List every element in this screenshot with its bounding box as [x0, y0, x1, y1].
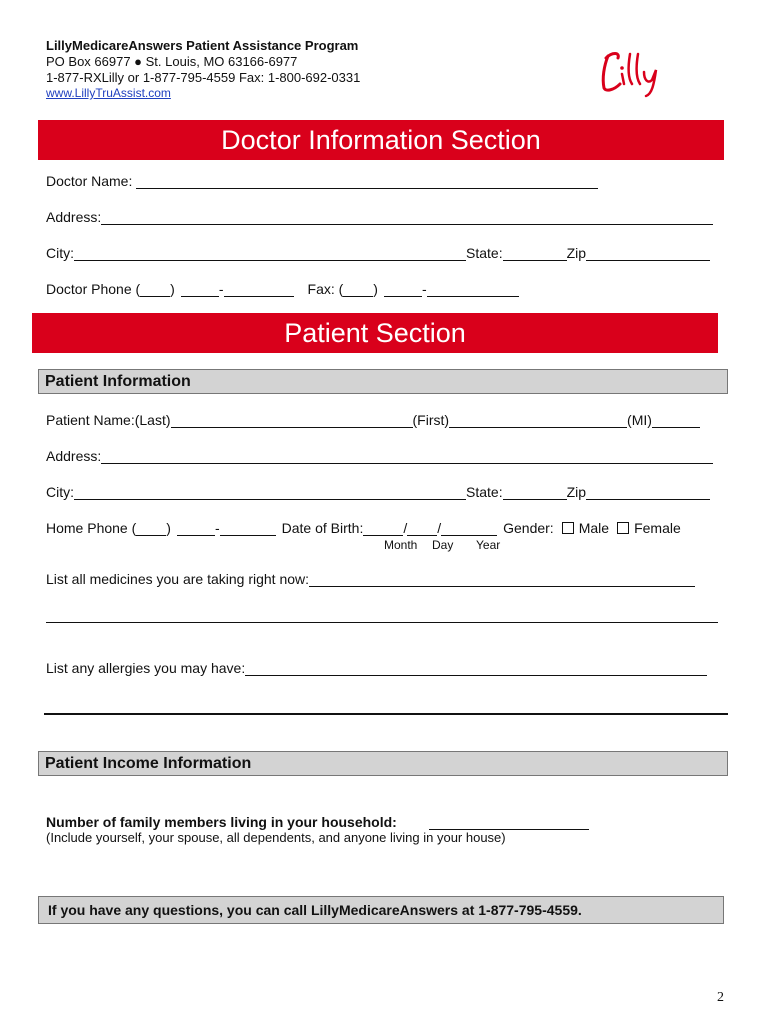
- home-phone-paren: ): [166, 520, 171, 536]
- dob-year-caption: Year: [476, 538, 501, 552]
- contact-phone-fax: 1-877-RXLilly or 1-877-795-4559 Fax: 1-800-692-0331: [46, 70, 361, 85]
- doctor-zip-field[interactable]: [586, 246, 710, 261]
- medicines-label: List all medicines you are taking right now:: [46, 571, 310, 587]
- doctor-phone-line-field[interactable]: [224, 282, 294, 297]
- lilly-logo: [594, 44, 674, 100]
- dob-label: Date of Birth:: [281, 520, 364, 536]
- patient-address-row: [46, 448, 713, 464]
- patient-first-name-field[interactable]: [449, 413, 627, 428]
- patient-address-field[interactable]: [101, 449, 713, 464]
- doctor-fax-area-field[interactable]: [343, 282, 373, 297]
- patient-city-field[interactable]: [74, 485, 466, 500]
- gender-label: Gender:: [503, 520, 554, 536]
- medicines-row: [46, 571, 695, 587]
- allergies-label: List any allergies you may have:: [46, 660, 246, 676]
- patient-last-name-label: Patient Name:(Last): [46, 412, 171, 428]
- doctor-address-label: Address:: [46, 209, 102, 225]
- household-count-field[interactable]: [429, 815, 589, 830]
- home-phone-area-field[interactable]: [136, 521, 166, 536]
- doctor-address-field[interactable]: [101, 210, 713, 225]
- doctor-state-label: State:: [466, 245, 503, 261]
- dob-month-caption: Month: [384, 538, 418, 552]
- patient-mi-field[interactable]: [652, 413, 700, 428]
- household-row: [46, 814, 589, 830]
- questions-banner: If you have any questions, you can call LillyMedicareAnswers at 1-877-795-4559.: [38, 896, 724, 924]
- home-phone-dash: -: [214, 520, 220, 536]
- patient-phone-dob-gender-row: [46, 520, 681, 536]
- patient-last-name-field[interactable]: [171, 413, 413, 428]
- patient-city-label: City:: [46, 484, 74, 500]
- doctor-name-field[interactable]: [136, 174, 598, 189]
- doctor-address-row: [46, 209, 713, 225]
- dob-month-field[interactable]: [363, 521, 403, 536]
- dob-year-field[interactable]: [441, 521, 497, 536]
- doctor-fax-dash: -: [421, 281, 427, 297]
- patient-income-header: Patient Income Information: [38, 751, 728, 776]
- mailing-address: PO Box 66977 ● St. Louis, MO 63166-6977: [46, 54, 298, 69]
- doctor-city-field[interactable]: [74, 246, 466, 261]
- doctor-phone-dash: -: [218, 281, 224, 297]
- home-phone-prefix-field[interactable]: [177, 521, 215, 536]
- page-number: 2: [717, 990, 724, 1005]
- patient-address-label: Address:: [46, 448, 102, 464]
- doctor-section-banner: Doctor Information Section: [38, 120, 724, 160]
- male-label: Male: [578, 520, 610, 536]
- doctor-fax-label: Fax: (: [307, 281, 344, 297]
- allergies-field[interactable]: [245, 661, 707, 676]
- doctor-city-row: [46, 245, 710, 261]
- patient-information-header: Patient Information: [38, 369, 728, 394]
- dob-day-caption: Day: [432, 538, 454, 552]
- doctor-name-row: [46, 173, 598, 189]
- doctor-name-label: Doctor Name:: [46, 173, 133, 189]
- doctor-city-label: City:: [46, 245, 74, 261]
- doctor-phone-label: Doctor Phone (: [46, 281, 141, 297]
- patient-zip-field[interactable]: [586, 485, 710, 500]
- household-label: Number of family members living in your household:: [46, 814, 397, 830]
- patient-first-name-label: (First): [412, 412, 450, 428]
- male-checkbox[interactable]: [562, 522, 574, 534]
- doctor-fax-line-field[interactable]: [427, 282, 519, 297]
- household-note: (Include yourself, your spouse, all dependents, and anyone living in your house): [46, 830, 506, 845]
- medicines-field[interactable]: [309, 572, 695, 587]
- doctor-phone-area-field[interactable]: [140, 282, 170, 297]
- dob-separator: /: [437, 520, 442, 536]
- female-label: Female: [634, 520, 681, 536]
- patient-zip-label: Zip: [566, 484, 587, 500]
- doctor-fax-paren: ): [373, 281, 378, 297]
- doctor-phone-fax-row: [46, 281, 519, 297]
- patient-section-banner: Patient Section: [32, 313, 718, 353]
- home-phone-line-field[interactable]: [220, 521, 276, 536]
- doctor-phone-paren: ): [170, 281, 175, 297]
- doctor-state-field[interactable]: [503, 246, 567, 261]
- dob-separator: /: [403, 520, 408, 536]
- doctor-zip-label: Zip: [566, 245, 587, 261]
- program-title: LillyMedicareAnswers Patient Assistance Program: [46, 38, 359, 53]
- allergies-row: [46, 660, 707, 676]
- dob-day-field[interactable]: [407, 521, 437, 536]
- patient-state-field[interactable]: [503, 485, 567, 500]
- medicines-continuation-line[interactable]: [46, 622, 718, 623]
- patient-mi-label: (MI): [627, 412, 652, 428]
- patient-state-label: State:: [466, 484, 503, 500]
- female-checkbox[interactable]: [617, 522, 629, 534]
- patient-name-row: [46, 412, 700, 428]
- section-divider: [44, 713, 728, 715]
- doctor-fax-prefix-field[interactable]: [384, 282, 422, 297]
- website-link[interactable]: www.LillyTruAssist.com: [46, 86, 171, 100]
- patient-city-row: [46, 484, 710, 500]
- doctor-phone-prefix-field[interactable]: [181, 282, 219, 297]
- home-phone-label: Home Phone (: [46, 520, 137, 536]
